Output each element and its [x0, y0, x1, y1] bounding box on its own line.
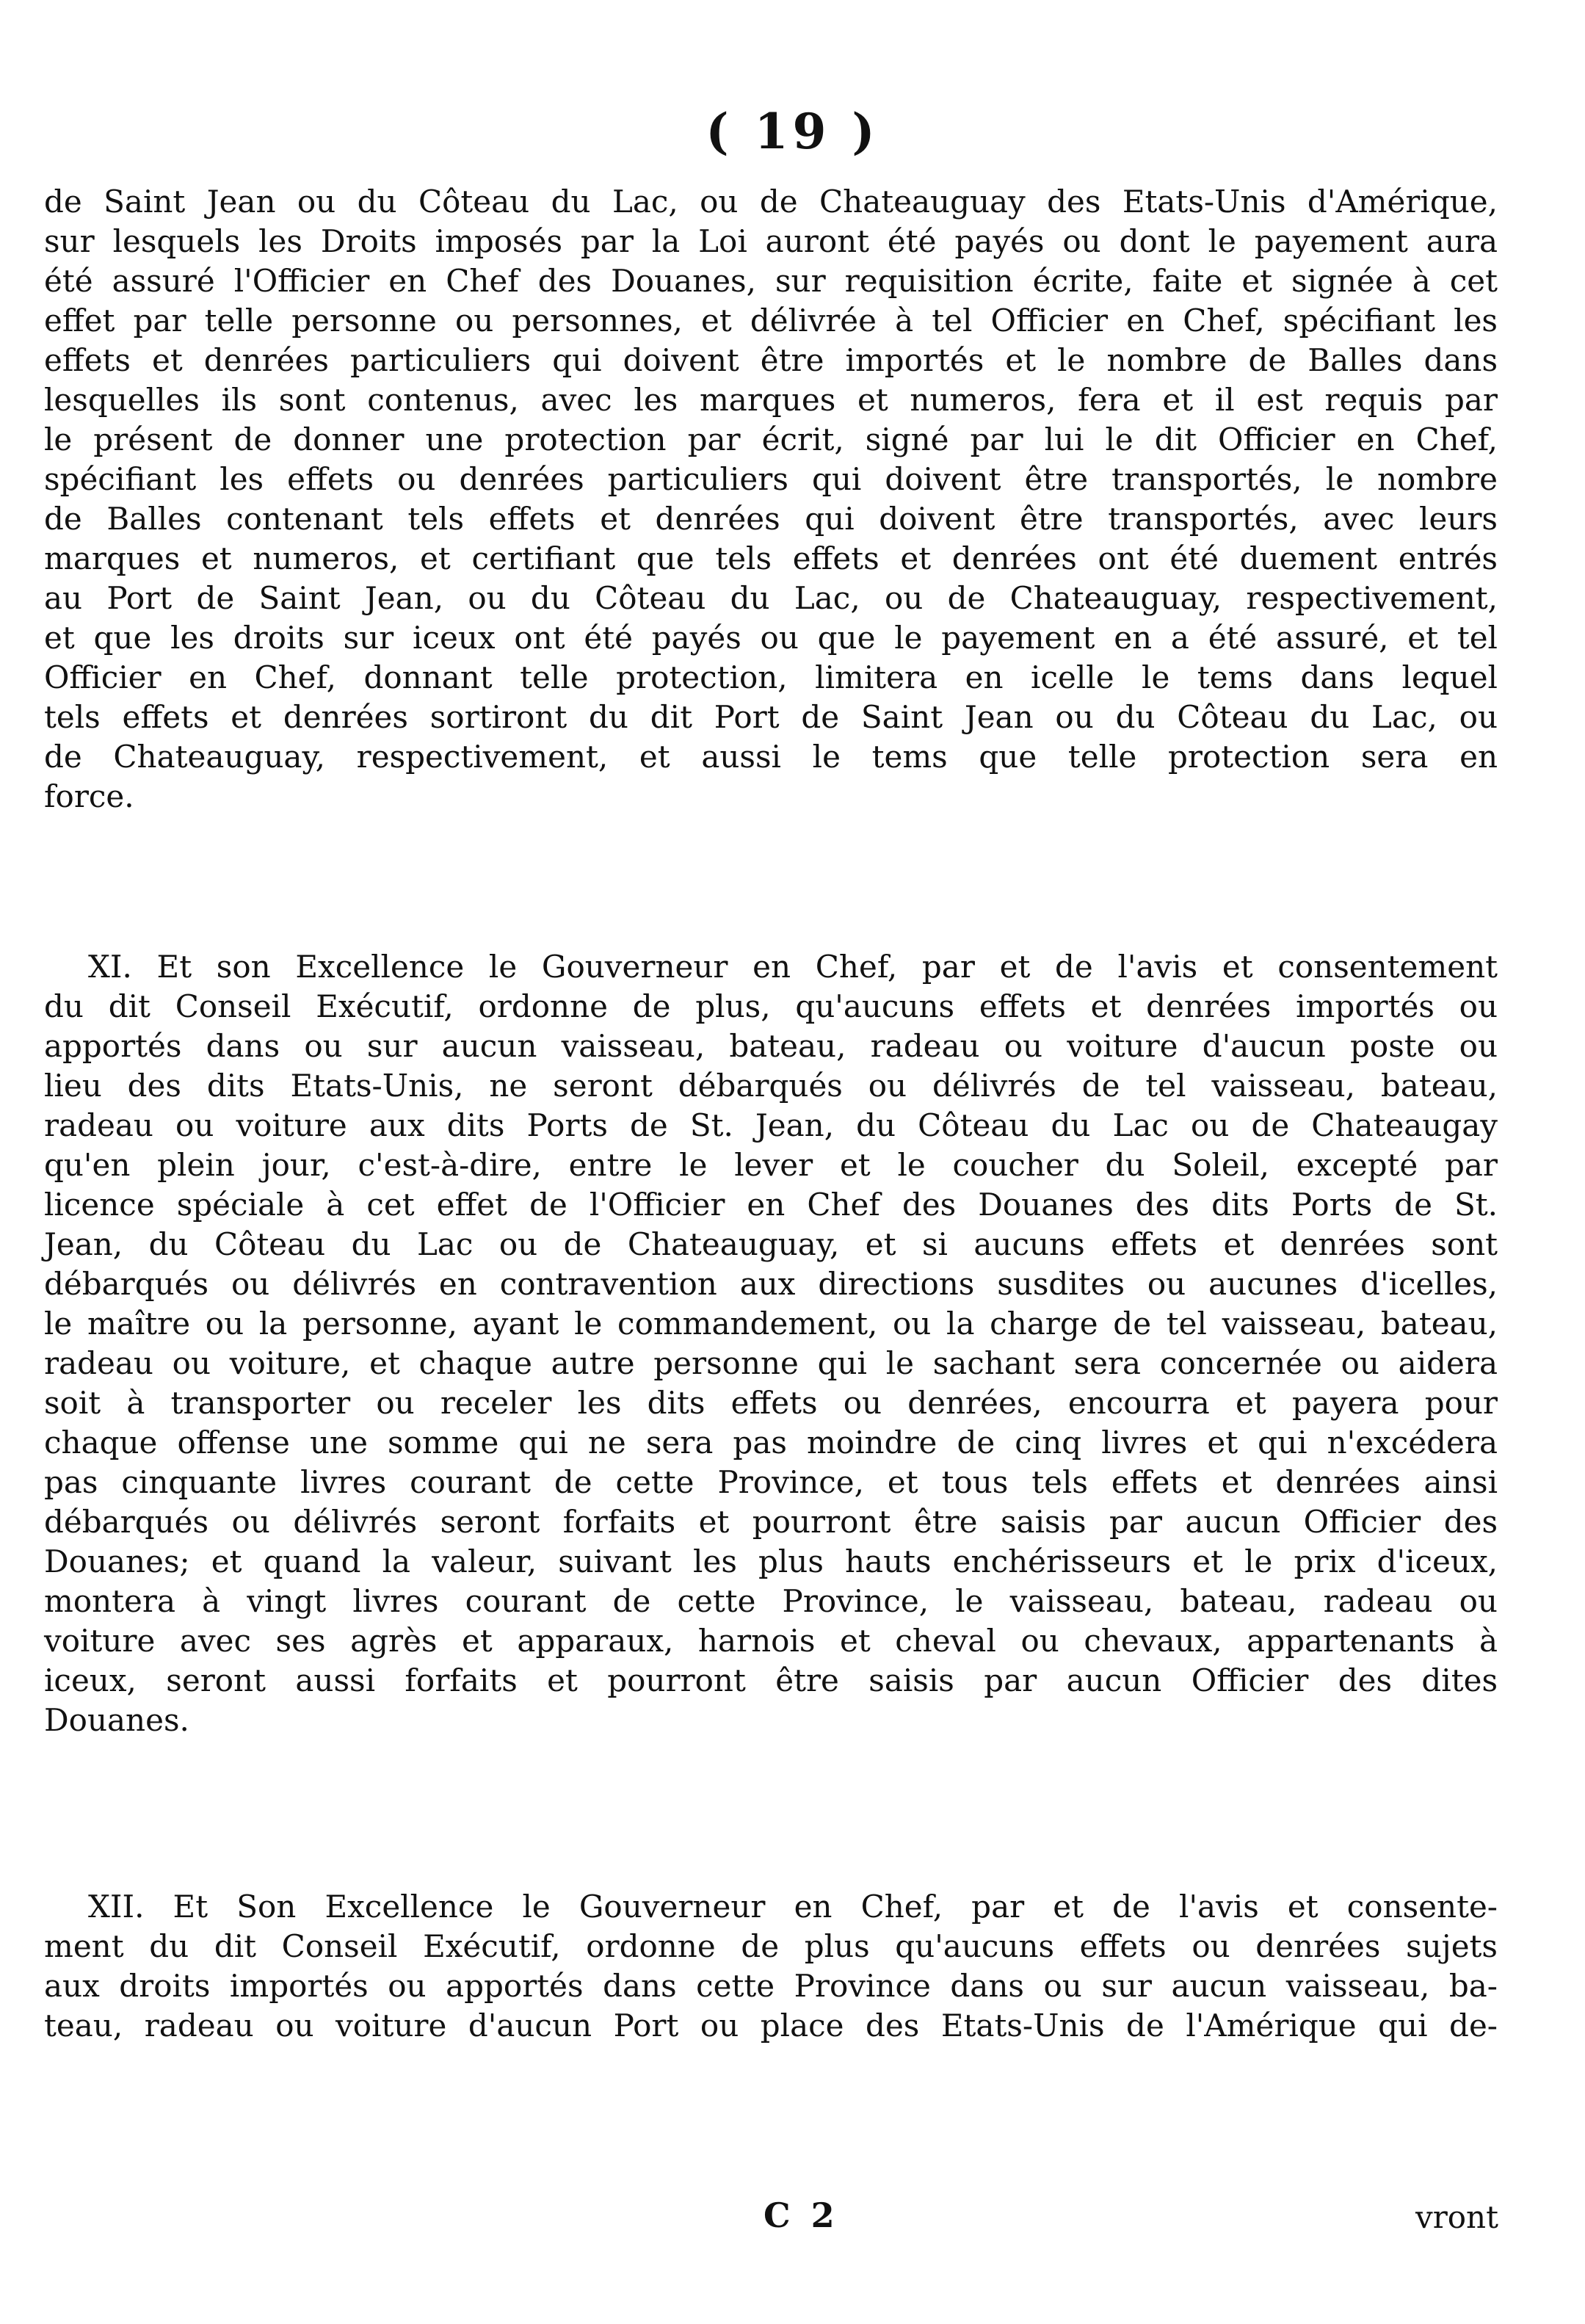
- text-line: qu'en plein jour, c'est-à-dire, entre le lever et le coucher du Soleil, excepté par: [44, 1147, 1498, 1183]
- text-line: du dit Conseil Exécutif, ordonne de plus, qu'aucuns effets et denrées importés ou: [44, 988, 1498, 1024]
- text-line: Douanes.: [44, 1702, 189, 1738]
- text-line: teau, radeau ou voiture d'aucun Port ou place des Etats-Unis de l'Amérique qui de-: [44, 2008, 1498, 2044]
- text-line: soit à transporter ou receler les dits effets ou denrées, encourra et payera pour: [44, 1385, 1498, 1421]
- text-line: radeau ou voiture aux dits Ports de St. Jean, du Côteau du Lac ou de Chateaugay: [44, 1107, 1498, 1143]
- text-line: le présent de donner une protection par écrit, signé par lui le dit Officier en Chef,: [44, 421, 1498, 457]
- text-line: effets et denrées particuliers qui doivent être importés et le nombre de Balles dans: [44, 342, 1498, 378]
- signature-mark: C 2: [764, 2196, 839, 2235]
- text-line: force.: [44, 778, 134, 814]
- text-line: XII. Et Son Excellence le Gouverneur en Chef, par et de l'avis et consente-: [88, 1889, 1498, 1925]
- text-line: voiture avec ses agrès et apparaux, harnois et cheval ou chevaux, appartenants à: [44, 1623, 1498, 1659]
- text-line: effet par telle personne ou personnes, et délivrée à tel Officier en Chef, spécifiant les: [44, 303, 1498, 339]
- text-line: montera à vingt livres courant de cette Province, le vaisseau, bateau, radeau ou: [44, 1583, 1498, 1619]
- text-line: de Saint Jean ou du Côteau du Lac, ou de Chateauguay des Etats-Unis d'Amérique,: [44, 184, 1498, 220]
- text-line: aux droits importés ou apportés dans cette Province dans ou sur aucun vaisseau, ba-: [44, 1968, 1498, 2004]
- text-line: et que les droits sur iceux ont été payés ou que le payement en a été assuré, et tel: [44, 620, 1498, 656]
- catchword: vront: [1415, 2199, 1498, 2235]
- text-line: chaque offense une somme qui ne sera pas moindre de cinq livres et qui n'excédera: [44, 1425, 1498, 1460]
- text-line: XI. Et son Excellence le Gouverneur en Chef, par et de l'avis et consentement: [88, 949, 1498, 985]
- text-line: licence spéciale à cet effet de l'Officier en Chef des Douanes des dits Ports de St.: [44, 1187, 1498, 1223]
- paragraph-article-xi: [44, 947, 1498, 1740]
- text-line: Officier en Chef, donnant telle protection, limitera en icelle le tems dans lequel: [44, 659, 1498, 695]
- text-line: le maître ou la personne, ayant le commandement, ou la charge de tel vaisseau, bateau,: [44, 1306, 1498, 1342]
- text-line: sur lesquels les Droits imposés par la Loi auront été payés ou dont le payement aura: [44, 223, 1498, 259]
- text-line: lieu des dits Etats-Unis, ne seront débarqués ou délivrés de tel vaisseau, bateau,: [44, 1068, 1498, 1104]
- text-line: été assuré l'Officier en Chef des Douanes, sur requisition écrite, faite et signée à cet: [44, 263, 1498, 299]
- text-line: de Chateauguay, respectivement, et aussi le tems que telle protection sera en: [44, 739, 1498, 775]
- text-line: de Balles contenant tels effets et denrées qui doivent être transportés, avec leurs: [44, 501, 1498, 537]
- text-line: pas cinquante livres courant de cette Province, et tous tels effets et denrées ainsi: [44, 1464, 1498, 1500]
- text-line: Douanes; et quand la valeur, suivant les plus hauts enchérisseurs et le prix d'iceux,: [44, 1543, 1498, 1579]
- text-line: lesquelles ils sont contenus, avec les marques et numeros, fera et il est requis par: [44, 382, 1498, 418]
- text-line: ment du dit Conseil Exécutif, ordonne de plus qu'aucuns effets ou denrées sujets: [44, 1928, 1498, 1964]
- text-line: apportés dans ou sur aucun vaisseau, bateau, radeau ou voiture d'aucun poste ou: [44, 1028, 1498, 1064]
- text-line: iceux, seront aussi forfaits et pourront être saisis par aucun Officier des dites: [44, 1662, 1498, 1698]
- text-line: débarqués ou délivrés en contravention aux directions susdites ou aucunes d'icelles,: [44, 1266, 1498, 1302]
- paragraph-article-xii: [44, 1887, 1498, 2046]
- text-line: tels effets et denrées sortiront du dit Port de Saint Jean ou du Côteau du Lac, ou: [44, 699, 1498, 735]
- text-line: marques et numeros, et certifiant que tels effets et denrées ont été duement entrés: [44, 540, 1498, 576]
- text-line: au Port de Saint Jean, ou du Côteau du Lac, ou de Chateauguay, respectivement,: [44, 580, 1498, 616]
- text-line: radeau ou voiture, et chaque autre personne qui le sachant sera concernée ou aidera: [44, 1345, 1498, 1381]
- text-line: Jean, du Côteau du Lac ou de Chateauguay, et si aucuns effets et denrées sont: [44, 1226, 1498, 1262]
- page-number: ( 19 ): [706, 103, 879, 160]
- text-line: débarqués ou délivrés seront forfaits et pourront être saisis par aucun Officier des: [44, 1504, 1498, 1540]
- paragraph-continuation: [44, 182, 1498, 817]
- text-line: spécifiant les effets ou denrées particuliers qui doivent être transportés, le nombre: [44, 461, 1498, 497]
